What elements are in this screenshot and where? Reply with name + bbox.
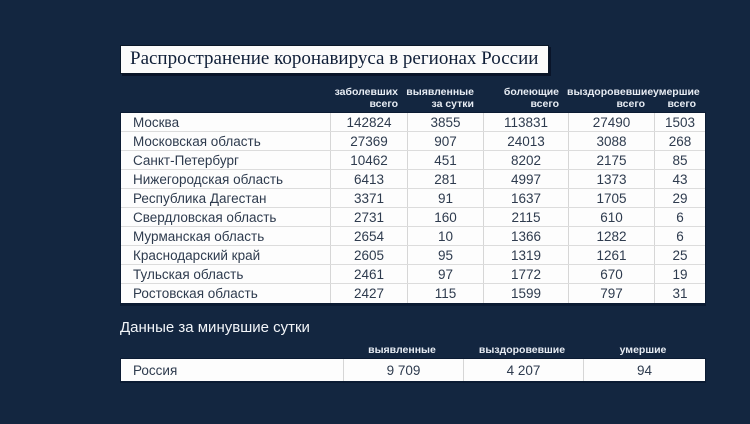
region-name: Нижегородская область bbox=[133, 171, 284, 187]
cell-value: 10462 bbox=[330, 151, 407, 169]
cell-value: 2427 bbox=[330, 284, 407, 303]
column-header-region bbox=[120, 85, 329, 112]
region-name: Мурманская область bbox=[133, 228, 265, 244]
regions-table-body bbox=[120, 112, 706, 306]
region-name: Ростовская область bbox=[133, 286, 258, 301]
cell-value: 2654 bbox=[330, 227, 407, 245]
region-name: Свердловская область bbox=[133, 209, 277, 225]
region-name: Санкт-Петербург bbox=[133, 152, 239, 168]
cell-value: 25 bbox=[654, 246, 705, 264]
column-header-recovered: выздоровевшие bbox=[478, 344, 566, 356]
cell-value: 2115 bbox=[483, 208, 568, 226]
cell-value: 451 bbox=[407, 151, 483, 169]
region-name: Краснодарский край bbox=[133, 247, 261, 263]
cell-value: 85 bbox=[654, 151, 705, 169]
cell-value: 2461 bbox=[330, 265, 407, 283]
column-header-detected: выявленные bbox=[368, 344, 436, 356]
cell-value: 10 bbox=[407, 227, 483, 245]
cell-value: 1599 bbox=[483, 284, 568, 303]
daily-table-body bbox=[120, 358, 706, 383]
cell-value: 19 bbox=[654, 265, 705, 283]
table-row bbox=[121, 170, 705, 189]
cell-value: 115 bbox=[407, 284, 483, 303]
column-header-detected-daily: выявленные за сутки bbox=[406, 86, 474, 110]
column-header-died-total: умершие всего bbox=[653, 86, 700, 110]
cell-value: 31 bbox=[654, 284, 705, 303]
cell-value: 95 bbox=[407, 246, 483, 264]
table-row bbox=[121, 284, 705, 303]
region-name: Москва bbox=[133, 114, 180, 130]
cell-value: 43 bbox=[654, 170, 705, 188]
cell-value: 281 bbox=[407, 170, 483, 188]
cell-value: 27490 bbox=[568, 113, 654, 131]
cell-value: 1319 bbox=[483, 246, 568, 264]
column-header-died: умершие bbox=[619, 344, 667, 356]
cell-value: 3088 bbox=[568, 132, 654, 150]
cell-value: 27369 bbox=[330, 132, 407, 150]
cell-value: 1261 bbox=[568, 246, 654, 264]
table-row bbox=[121, 246, 705, 265]
cell-value: 610 bbox=[568, 208, 654, 226]
cell-value: 97 bbox=[407, 265, 483, 283]
cell-value: 2731 bbox=[330, 208, 407, 226]
cell-value: 6 bbox=[654, 227, 705, 245]
cell-value: 94 bbox=[583, 359, 705, 381]
table-row bbox=[121, 208, 705, 227]
daily-table bbox=[120, 344, 706, 383]
cell-value: 142824 bbox=[330, 113, 407, 131]
cell-value: 9 709 bbox=[343, 359, 463, 381]
cell-value: 797 bbox=[568, 284, 654, 303]
cell-value: 24013 bbox=[483, 132, 568, 150]
region-name: Московская область bbox=[133, 133, 261, 149]
cell-value: 1366 bbox=[483, 227, 568, 245]
cell-value: 1282 bbox=[568, 227, 654, 245]
cell-value: 91 bbox=[407, 189, 483, 207]
daily-section-title: Данные за минувшие сутки bbox=[120, 319, 310, 336]
cell-value: 4997 bbox=[483, 170, 568, 188]
table-row bbox=[121, 151, 705, 170]
column-header-sick-total: болеющие всего bbox=[503, 86, 559, 110]
daily-table-header bbox=[120, 344, 706, 358]
cell-value: 4 207 bbox=[463, 359, 583, 381]
cell-value: 1772 bbox=[483, 265, 568, 283]
table-row bbox=[121, 265, 705, 284]
table-row bbox=[121, 227, 705, 246]
table-row bbox=[121, 113, 705, 132]
cell-value: 6413 bbox=[330, 170, 407, 188]
region-name: Россия bbox=[133, 362, 178, 378]
region-name: Республика Дагестан bbox=[133, 190, 267, 206]
cell-value: 268 bbox=[654, 132, 705, 150]
page-title: Распространение коронавируса в регионах России bbox=[120, 45, 549, 74]
column-header-infected-total: заболевших всего bbox=[334, 86, 398, 110]
cell-value: 907 bbox=[407, 132, 483, 150]
table-row bbox=[121, 132, 705, 151]
table-row bbox=[121, 359, 705, 381]
region-name: Тульская область bbox=[133, 266, 244, 282]
cell-value: 29 bbox=[654, 189, 705, 207]
column-header-region bbox=[120, 344, 342, 358]
regions-table-header bbox=[120, 85, 706, 112]
column-header-recovered-total: выздоровевшие всего bbox=[567, 86, 654, 110]
cell-value: 3371 bbox=[330, 189, 407, 207]
table-row bbox=[121, 189, 705, 208]
cell-value: 3855 bbox=[407, 113, 483, 131]
cell-value: 1373 bbox=[568, 170, 654, 188]
cell-value: 2175 bbox=[568, 151, 654, 169]
cell-value: 670 bbox=[568, 265, 654, 283]
cell-value: 8202 bbox=[483, 151, 568, 169]
cell-value: 160 bbox=[407, 208, 483, 226]
cell-value: 1705 bbox=[568, 189, 654, 207]
cell-value: 1637 bbox=[483, 189, 568, 207]
regions-table bbox=[120, 85, 706, 306]
cell-value: 2605 bbox=[330, 246, 407, 264]
cell-value: 1503 bbox=[654, 113, 705, 131]
cell-value: 113831 bbox=[483, 113, 568, 131]
cell-value: 6 bbox=[654, 208, 705, 226]
